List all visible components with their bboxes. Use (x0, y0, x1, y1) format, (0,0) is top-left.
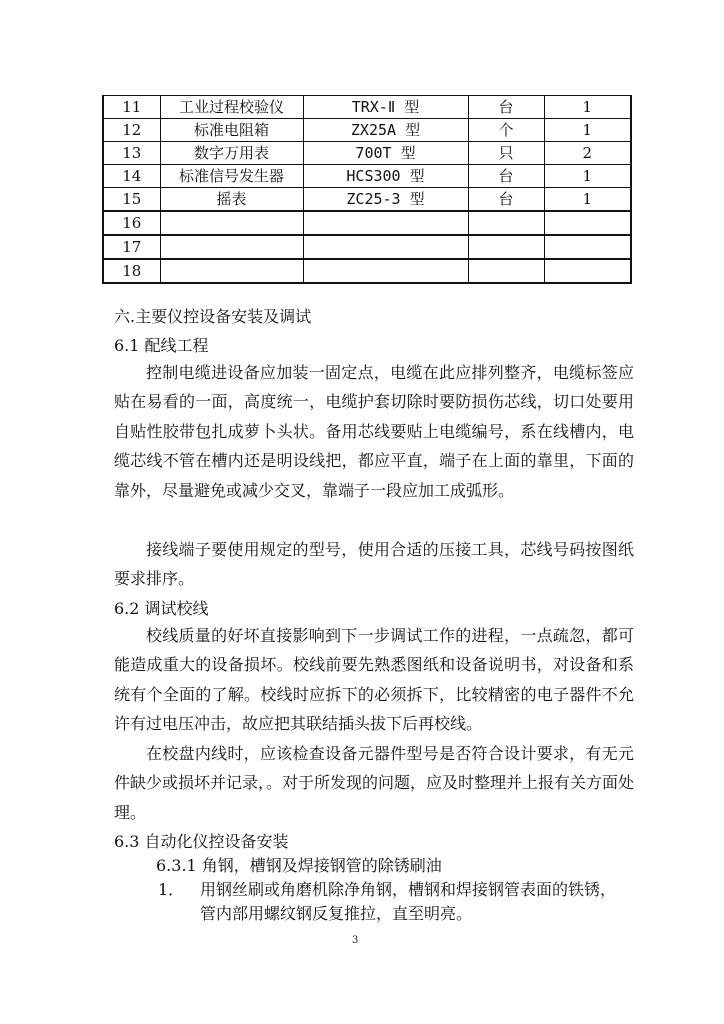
name-cell: 标准信号发生器 (160, 165, 303, 188)
table-row (103, 235, 631, 259)
model-cell: 700T 型 (303, 142, 468, 165)
section-6-1-paragraph-2: 接线端子要使用规定的型号，使用合适的压接工具，芯线号码按图纸要求排序。 (114, 540, 634, 589)
page-number: 3 (352, 935, 359, 946)
quantity-cell (544, 259, 631, 283)
unit-cell: 台 (468, 96, 544, 119)
quantity-cell (544, 211, 631, 235)
table-row (103, 142, 631, 165)
model-cell: ZX25A 型 (303, 119, 468, 142)
unit-cell (468, 211, 544, 235)
row-number-cell: 12 (103, 119, 160, 142)
unit-cell: 个 (468, 119, 544, 142)
table-row (103, 259, 631, 283)
name-cell (160, 211, 303, 235)
model-cell: TRX-Ⅱ 型 (303, 96, 468, 119)
unit-cell: 台 (468, 165, 544, 188)
table-row (103, 96, 631, 119)
table-row (103, 119, 631, 142)
section-6-3-title: 6.3 自动化仪控设备安装 (114, 832, 289, 851)
row-number-cell: 17 (103, 235, 160, 259)
quantity-cell (544, 235, 631, 259)
row-number-cell: 13 (103, 142, 160, 165)
model-cell: HCS300 型 (303, 165, 468, 188)
unit-cell: 台 (468, 188, 544, 212)
model-cell (303, 259, 468, 283)
list-item-line-2: 管内部用螺纹钢反复推拉，直至明亮。 (200, 904, 473, 923)
quantity-cell: 1 (544, 119, 631, 142)
list-item-line-1: 用钢丝刷或角磨机除净角钢，槽钢和焊接钢管表面的铁锈， (200, 880, 617, 899)
name-cell: 工业过程校验仪 (160, 96, 303, 119)
model-cell (303, 235, 468, 259)
list-item-number: 1． (158, 880, 185, 899)
equipment-table-body (103, 96, 631, 284)
table-row (103, 188, 631, 212)
section-6-1-title: 6.1 配线工程 (114, 336, 209, 355)
section-6-title: 六.主要仪控设备安装及调试 (114, 307, 312, 326)
section-6-2-paragraph-1: 校线质量的好坏直接影响到下一步调试工作的进程，一点疏忽，都可能造成重大的设备损坏。校线前要先熟悉图纸和设备说明书，对设备和系统有个全面的了解。校线时应拆下的必须拆下，比较精密的电子器件不允许有过电压冲击，故应把其联结插头拔下后再校线。 (114, 626, 634, 734)
unit-cell (468, 259, 544, 283)
quantity-cell: 1 (544, 188, 631, 212)
row-number-cell: 11 (103, 96, 160, 119)
row-number-cell: 16 (103, 211, 160, 235)
section-6-2-paragraph-2: 在校盘内线时，应该检查设备元器件型号是否符合设计要求，有无元件缺少或损坏并记录，。对于所发现的问题，应及时整理并上报有关方面处理。 (114, 744, 635, 822)
quantity-cell: 2 (544, 142, 631, 165)
name-cell (160, 235, 303, 259)
row-number-cell: 15 (103, 188, 160, 212)
model-cell: ZC25-3 型 (303, 188, 468, 212)
name-cell: 摇表 (160, 188, 303, 212)
name-cell (160, 259, 303, 283)
row-number-cell: 18 (103, 259, 160, 283)
table-row (103, 211, 631, 235)
row-number-cell: 14 (103, 165, 160, 188)
name-cell: 数字万用表 (160, 142, 303, 165)
quantity-cell: 1 (544, 96, 631, 119)
model-cell (303, 211, 468, 235)
unit-cell: 只 (468, 142, 544, 165)
table-row (103, 165, 631, 188)
section-6-2-title: 6.2 调试校线 (114, 599, 209, 618)
section-6-1-paragraph-1: 控制电缆进设备应加装一固定点，电缆在此应排列整齐，电缆标签应贴在易看的一面，高度统一，电缆护套切除时要防损伤芯线，切口处要用自贴性胶带包扎成萝卜头状。备用芯线要贴上电缆编号，系在线槽内，电缆芯线不管在槽内还是明设线把，都应平直，端子在上面的靠里，下面的靠外，尽量避免或减少交叉，靠端子一段应加工成弧形。 (114, 363, 634, 500)
section-6-3-1-title: 6.3.1 角钢，槽钢及焊接钢管的除锈刷油 (156, 856, 442, 875)
name-cell: 标准电阻箱 (160, 119, 303, 142)
quantity-cell: 1 (544, 165, 631, 188)
unit-cell (468, 235, 544, 259)
equipment-table (102, 95, 632, 284)
